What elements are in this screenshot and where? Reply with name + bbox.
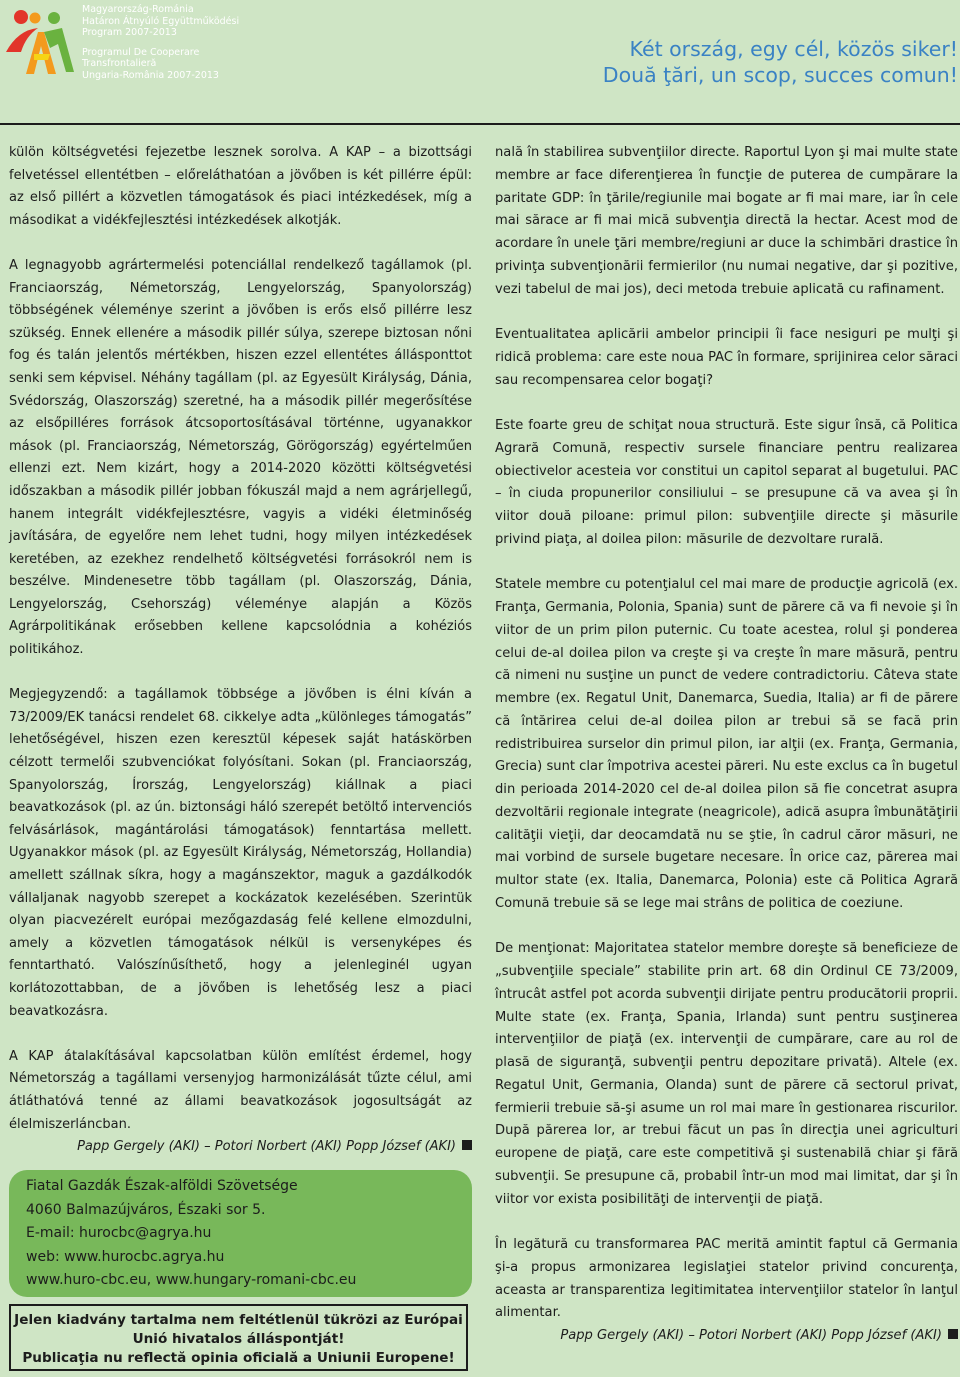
contact-org: Fiatal Gazdák Észak-alföldi Szövetsége bbox=[26, 1178, 298, 1194]
program-line: Programul De Cooperare bbox=[82, 46, 200, 58]
right-paragraph: nală în stabilirea subvenţiilor directe. Raportul Lyon şi mai multe state membre ar face diferenţierea în funcţie de puterea de cumpărare la paritate GDP: în ţările/regiunile mai bogate ar fi mai mare, iar în cele mai sărace ar fi mai mică subvenţia directă la hectar. Acest mod de acordare în unele ţări membre/regiuni ar duce la schimbări drastice în privinţa subvenţionării fermierilor (nu numai negative, dar şi pozitive, vezi tabelul de mai jos), deci metoda trebuie aplicată cu rafinament. bbox=[495, 145, 958, 297]
left-paragraph: A legnagyobb agrártermelési potenciállal rendelkező tagállamok (pl. Franciaország, Németország, Lengyelország, Spanyolország) többségének véleménye szerint a jövőben is erős első pillérre lesz szükség. Ennek ellenére a második pillér súlya, szerepe biztosan nőni fog és talán jelentős mértékben, hiszen ezzel ellentétes állásponttot senki sem képvisel. Néhány tagállam (pl. az Egyesült Királyság, Dánia, Svédország, Olaszország) szeretné, ha a második pillér megerősítése az elsőpilléres források átcsoportosításával történne, ugyanakkor mások (pl. Franciaország, Németország, Görögország) egyértelműen ellenzi ezt. Nem kizárt, hogy a 2014-2020 közötti költségvetési időszakban a második pillér jobban fókuszál majd a nem agrárjellegű, hanem integrált vidékfejlesztésre, vagyis a vidéki életminőség javítására, de egyelőre nem lehet tudni, hogy milyen intézkedések keretében, az ezekhez rendelhető költségvetési forrásokról nem is beszélve. Mindenesetre több tagállam (pl. Olaszország, Dánia, Lengyelország, Csehország) véleménye alapján a Közös Agrárpolitikának erősebben kellene kapcsolódnia a kohéziós politikához. bbox=[9, 257, 472, 658]
end-mark-icon bbox=[948, 1329, 958, 1339]
program-line: Magyarország-Románia bbox=[82, 4, 194, 15]
program-name bbox=[82, 4, 239, 82]
program-line: Transfrontalieră bbox=[82, 58, 157, 70]
right-paragraph: De menţionat: Majoritatea statelor membre doreşte să beneficieze de „subvenţiile speciale” stabilite prin art. 68 din Ordinul CE 73/2009, întrucât astfel pot acorda subvenţii dirijate pentru producătorii proprii. Multe state (ex. Franţa, Spania, Irlanda) sunt pentru susţinerea intervenţiilor de piaţă (ex. intervenţii de cumpărare, care au rol de plasă de siguranţă, subvenţii pentru depozitare privată). Altele (ex. Regatul Unit, Germania, Olanda) sunt de părere că sectorul privat, fermierii trebuie să-şi asume un rol mai mare în gestionarea riscurilor. După părerea lor, ar trebui făcut un pas în direcţia unei agriculturi europene de piaţă, care este competitivă şi sustenabilă chiar şi fără subvenţii. Se presupune că, probabil într-un mod mai limitat, dar şi în viitor vor exista posibilităţi de intervenţii de piaţă. bbox=[495, 941, 958, 1207]
slogan-hu: Két ország, egy cél, közös siker! bbox=[629, 37, 958, 61]
contact-address: 4060 Balmazújváros, Északi sor 5. bbox=[26, 1201, 266, 1218]
right-paragraph: Este foarte greu de schiţat noua structură. Este sigur însă, că Politica Agrară Comună, respectiv sursele financiare pentru realizarea obiectivelor acesteia vor constitui un capitol separat al bugetului. PAC – în ciuda propunerilor consiliului – se presupune că va avea şi în viitor două piloane: primul pilon: subvenţiile directe şi măsurile privind piaţa, al doilea pilon: măsurile de dezvoltare rurală. bbox=[495, 418, 958, 547]
disclaimer-hu-line2: Unió hivatalos álláspontját! bbox=[132, 1331, 345, 1347]
disclaimer-hu-line1: Jelen kiadvány tartalma nem feltétlenül tükrözi az Európai bbox=[14, 1312, 463, 1328]
contact-box bbox=[9, 1170, 472, 1297]
program-logo-icon bbox=[4, 8, 78, 76]
left-paragraph: A KAP átalakításával kapcsolatban külön említést érdemel, hogy Németország a tagállami versenyjog harmonizálását tűzte célul, ami átláthatóvá tenné az állami beavatkozások jogosultságát az élelmiszerláncban. bbox=[9, 1048, 472, 1132]
contact-links[interactable]: www.huro-cbc.eu, www.hungary-romani-cbc.eu bbox=[26, 1272, 357, 1288]
left-signature-text: Papp Gergely (AKI) – Potori Norbert (AKI) Popp József (AKI) bbox=[77, 1139, 456, 1155]
right-paragraph: Eventualitatea aplicării ambelor principii îi face nesiguri pe mulţi şi ridică problema: care este noua PAC în formare, sprijinirea celor săraci sau recompensarea celor bogaţi? bbox=[495, 327, 958, 388]
contact-email[interactable]: E-mail: hurocbc@agrya.hu bbox=[26, 1225, 212, 1241]
program-line: Határon Átnyúló Együttműködési bbox=[82, 15, 240, 27]
right-column bbox=[495, 142, 958, 1348]
slogan bbox=[603, 36, 958, 88]
right-signature-text: Papp Gergely (AKI) – Potori Norbert (AKI) Popp József (AKI) bbox=[560, 1328, 942, 1343]
contact-web[interactable]: web: www.hurocbc.agrya.hu bbox=[26, 1248, 225, 1265]
program-line: Ungaria-România 2007-2013 bbox=[82, 69, 219, 81]
left-column bbox=[9, 142, 472, 1159]
disclaimer-ro: Publicaţia nu reflectă opinia oficială a Uniunii Europene! bbox=[22, 1350, 455, 1366]
right-paragraph: În legătură cu transformarea PAC merită amintit faptul că Germania şi-a propus armonizarea legislaţiei statelor privind concurenţa, aceasta ar transparentiza legitimitatea intervenţiilor statelor în lanţul alimentar. bbox=[495, 1237, 958, 1321]
right-signature bbox=[495, 1325, 958, 1348]
slogan-ro: Două ţări, un scop, succes comun! bbox=[602, 63, 958, 87]
disclaimer-box bbox=[9, 1304, 468, 1371]
left-signature bbox=[9, 1136, 472, 1159]
left-paragraph: külön költségvetési fejezetbe lesznek sorolva. A KAP – a bizottsági felvetéssel ellentétben – előreláthatóan a jövőben is két pillérre épül: az első pillért a közvetlen támogatások és piaci intézkedések, míg a másodikat a vidékfejlesztési intézkedések alkotják. bbox=[9, 145, 472, 228]
page-header bbox=[0, 0, 960, 110]
header-divider bbox=[0, 123, 960, 125]
left-paragraph: Megjegyzendő: a tagállamok többsége a jövőben is élni kíván a 73/2009/EK tanácsi rendelet 68. cikkelye adta „különleges támogatás” lehetőségével, hiszen ezen keresztül képesek saját hatáskörben célzott termelői szubvenciókat folyósítani. Sokan (pl. Franciaország, Spanyolország, Írország, Lengyelország) kiállnak a piaci beavatkozások (pl. az ún. biztonsági háló szerepét betöltő intervenciós felvásárlások, magántárolási támogatások) fenntartása mellett. Ugyanakkor mások (pl. az Egyesült Királyság, Németország, Hollandia) amellett szállnak síkra, hogy a magánszektor, maguk a gazdálkodók vállaljanak nagyobb szerepet a kockázatok kezelésében. Szerintük olyan piacvezérelt európai mezőgazdaság felé kellene elmozdulni, amely a közvetlen támogatások nélkül is versenyképes és fenntartható. Valószínűsíthető, hogy a jelenleginél ugyan korlátozottabban, de a jövőben is lehetőség lesz a piaci beavatkozásra. bbox=[9, 687, 472, 1019]
end-mark-icon bbox=[462, 1140, 472, 1150]
right-paragraph: Statele membre cu potenţialul cel mai mare de producţie agricolă (ex. Franţa, Germania, Polonia, Spania) sunt de părere că va fi nevoie şi în viitor de un prim pilon puternic. Cu toate acestea, rolul şi ponderea celui de-al doilea pilon va creşte şi va creşte în mare măsură, pentru că nimeni nu susţine un punct de vedere contradictoriu. Câteva state membre (ex. Regatul Unit, Danemarca, Suedia, Italia) ar fi de părere că întărirea celui de-al doilea pilon ar trebui să se facă prin redistribuirea surselor din primul pilon, iar alţii (ex. Franţa, Germania, Grecia) sunt clar împotriva acestei păreri. Nu este exclus ca în bugetul din perioada 2014-2020 cel de-al doilea pilon să fie concetrat asupra dezvoltării regionale integrate (neagricole), adică asupra îmbunătăţirii calităţii vieţii, dar deocamdată nu se ştie, în cadrul căror măsuri, ne mai vorbind de sursele bugetare necesare. În orice caz, părerea mai multor state (ex. Italia, Danemarca, Polonia) este că Politica Agrară Comună trebuie să se lege mai strâns de politica de coeziune. bbox=[495, 577, 958, 911]
program-line: Program 2007-2013 bbox=[82, 27, 177, 39]
